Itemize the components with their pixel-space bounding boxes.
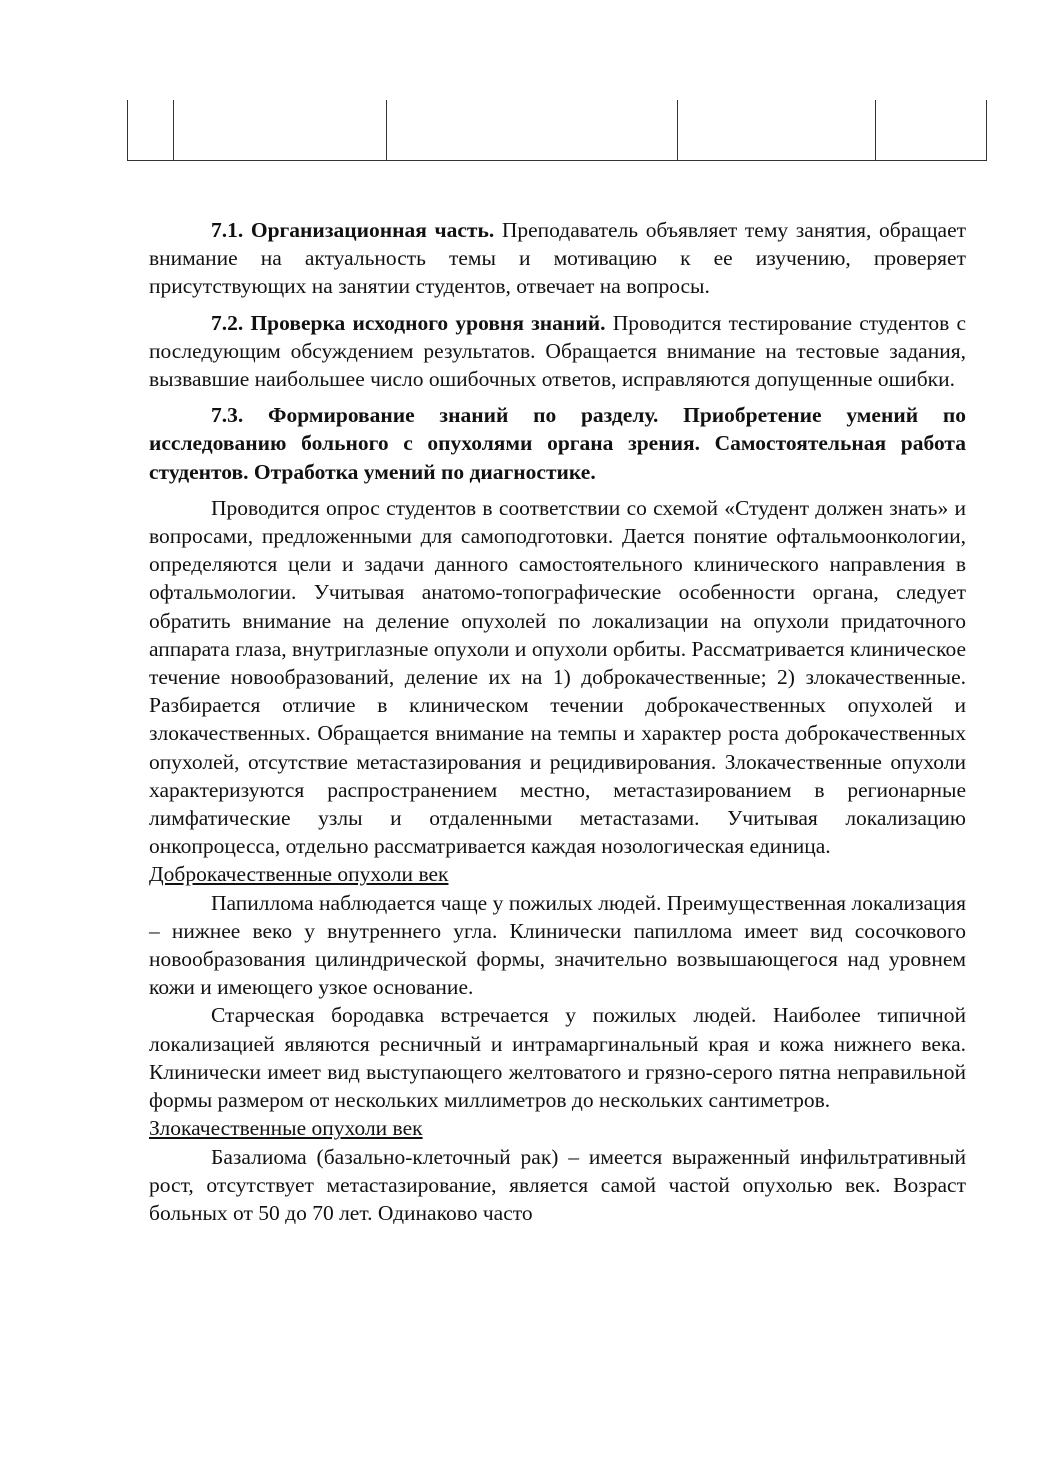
section-7-2-label: 7.2. Проверка исходного уровня знаний.	[211, 310, 606, 335]
table-fragment	[127, 100, 987, 161]
document-body	[149, 216, 966, 1227]
table-column-divider	[386, 100, 387, 160]
table-column-divider	[875, 100, 876, 160]
section-7-2-text: Проводится тестирование студентов с последующим обсуждением результатов. Обращается внимание на тестовые задания, вызвавшие наибольшее число ошибочных ответов, исправляются допущенные ошибки.	[149, 310, 966, 392]
malignant-heading: Злокачественные опухоли век	[149, 1116, 423, 1141]
section-7-2	[149, 309, 966, 394]
benign-heading: Доброкачественные опухоли век	[149, 862, 449, 887]
section-7-3-heading: 7.3. Формирование знаний по разделу. Приобретение умений по исследованию больного с опухолями органа зрения. Самостоятельная работа студентов. Отработка умений по диагностике.	[149, 403, 966, 484]
intro-paragraph: Проводится опрос студентов в соответствии со схемой «Студент должен знать» и вопросами, предложенными для самоподготовки. Дается понятие офтальмоонкологии, определяются цели и задачи данного самостоятельного клинического направления в офтальмологии. Учитывая анатомо-топографические особенности органа, следует обратить внимание на деление опухолей по локализации на опухоли придаточного аппарата глаза, внутриглазные опухоли и опухоли орбиты. Рассматривается клиническое течение новообразований, деление их на 1) доброкачественные; 2) злокачественные. Разбирается отличие в клиническом течении доброкачественных опухолей и злокачественных. Обращается внимание на темпы и характер роста доброкачественных опухолей, отсутствие метастазирования и рецидивирования. Злокачественные опухоли характеризуются распространением местно, метастазированием в регионарные лимфатические узлы и отдаленными метастазами. Учитывая локализацию онкопроцесса, отдельно рассматривается каждая нозологическая единица.	[149, 495, 966, 859]
table-column-divider	[173, 100, 174, 160]
section-7-1-text: Преподаватель объявляет тему занятия, обращает внимание на актуальность темы и мотивацию к ее изучению, проверяет присутствующих на занятии студентов, отвечает на вопросы.	[149, 218, 967, 299]
section-7-1	[149, 216, 966, 301]
wart-paragraph: Старческая бородавка встречается у пожилых людей. Наиболее типичной локализацией являются ресничный и интрамаргинальный края и кожа нижнего века. Клинически имеет вид выступающего желтоватого и грязно-серого пятна неправильной формы размером от нескольких миллиметров до нескольких сантиметров.	[149, 1003, 966, 1113]
papilloma-paragraph: Папиллома наблюдается чаще у пожилых людей. Преимущественная локализация – нижнее веко у внутреннего угла. Клинически папиллома имеет вид сосочкового новообразования цилиндрической формы, значительно возвышающегося над уровнем кожи и имеющего узкое основание.	[149, 890, 966, 1000]
table-column-divider	[677, 100, 678, 160]
table-border-right	[986, 100, 987, 160]
section-7-1-label: 7.1. Организационная часть.	[211, 218, 495, 242]
table-border-left	[127, 100, 128, 160]
basalioma-paragraph: Базалиома (базально-клеточный рак) – имеется выраженный инфильтративный рост, отсутствует метастазирование, является самой частой опухолью век. Возраст больных от 50 до 70 лет. Одинаково часто	[149, 1144, 966, 1225]
